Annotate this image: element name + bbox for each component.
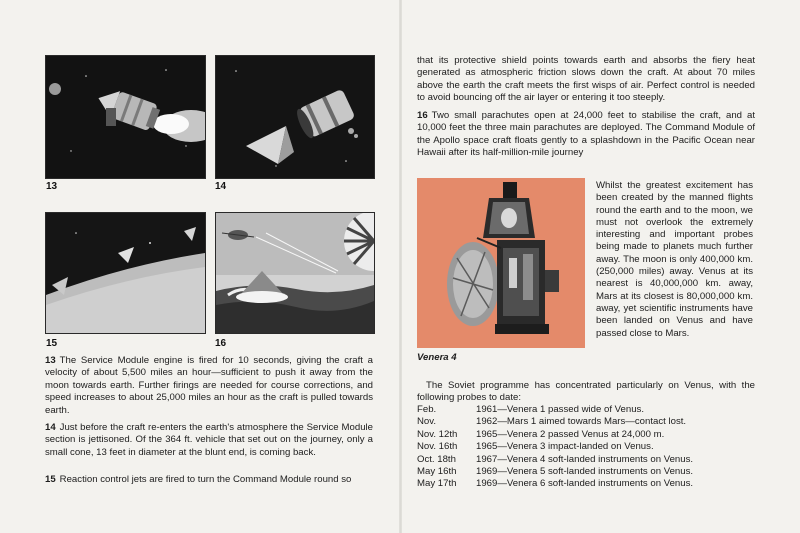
paragraph-16 — [417, 110, 755, 160]
paragraph-13 — [45, 355, 373, 417]
probe-date: Feb. — [417, 404, 437, 415]
table-row — [417, 429, 693, 441]
paragraph-14 — [45, 422, 373, 459]
soviet-probes-table — [417, 404, 693, 491]
table-row — [417, 441, 693, 453]
paragraph-15-text: Reaction control jets are fired to turn the Command Module round so — [59, 474, 352, 485]
paragraph-14-number: 14 — [45, 422, 56, 433]
paragraph-15-number: 15 — [45, 474, 56, 485]
probe-event: 1961—Venera 1 passed wide of Venus. — [476, 404, 645, 415]
probe-event: 1969—Venera 6 soft-landed instruments on Venus. — [476, 478, 694, 490]
soviet-programme-intro — [417, 380, 755, 405]
paragraph-15-continued-text: that its protective shield points towards earth and absorbs the fiery heat generated as atmospheric friction slows down the craft. At about 70 miles above the earth the craft meets the first wisps of air. Perfect control is needed to avoid bouncing off the air layer or entering it too steeply. — [417, 55, 755, 104]
probe-event: 1962—Mars 1 aimed towards Mars—contact lost. — [476, 416, 687, 428]
paragraph-15-continued — [417, 55, 755, 105]
probe-date: Nov. 12th — [417, 428, 458, 440]
table-row — [417, 416, 693, 428]
paragraph-13-number: 13 — [45, 355, 56, 366]
figure-number-13: 13 — [46, 181, 58, 192]
probe-date: Oct. 18th — [417, 453, 456, 465]
planetary-probes-text: Whilst the greatest excitement has been created by the manned flights round the earth and to the moon, we must not overlook the extremely interesting and important probes being made to planets much further away. The moon is only 400,000 km. (250,000 miles) away. Venus at its nearest is 40,000,000 km. away, Mars at its closest is 80,000,000 km. away, yet scientific instruments have been landed on Venus and have passed close to Mars. — [596, 180, 753, 339]
probe-event: 1965—Venera 3 impact-landed on Venus. — [476, 441, 654, 453]
page-gutter — [399, 0, 402, 533]
probe-date: May 17th — [417, 478, 457, 490]
paragraph-16-text: Two small parachutes open at 24,000 feet to stabilise the craft, and at 10,000 feet the three main parachutes are deployed. The Command Module of the Apollo space craft floats gently to a splashdown in the Pacific Ocean near Hawaii after its half-million-mile journey — [417, 110, 755, 159]
paragraph-15 — [45, 474, 375, 486]
paragraph-13-text: The Service Module engine is fired for 10 seconds, giving the craft a velocity of about 5,500 miles an hour—sufficient to push it away from the moon towards earth. Further firings are needed for course corrections, and speed increases to about 25,000 miles an hour as the craft is pulled towards earth. — [45, 355, 373, 416]
venera-4-caption: Venera 4 — [417, 352, 457, 363]
probe-event: 1967—Venera 4 soft-landed instruments on Venus. — [476, 453, 694, 465]
paragraph-14-text: Just before the craft re-enters the earth's atmosphere the Service Module section is jettisoned. Of the 364 ft. vehicle that set out on the journey, only a small cone, 13 feet in diameter at the blunt end, is coming back. — [45, 422, 373, 458]
photo-16-splashdown — [215, 212, 375, 334]
probe-date: Nov. 16th — [417, 441, 458, 453]
probe-date: Nov. — [417, 416, 437, 428]
table-row — [417, 404, 693, 416]
probe-event: 1969—Venera 5 soft-landed instruments on Venus. — [476, 466, 694, 478]
probe-event: 1965—Venera 2 passed Venus at 24,000 m. — [476, 428, 665, 440]
photo-15-reentry — [45, 212, 206, 334]
photo-13-service-module-burn — [45, 55, 206, 179]
photo-14-module-separation — [215, 55, 375, 179]
figure-number-14: 14 — [215, 181, 227, 192]
table-row — [417, 466, 693, 478]
figure-number-16: 16 — [215, 338, 227, 349]
table-row — [417, 454, 693, 466]
venera-4-photo — [417, 178, 585, 348]
paragraph-16-number: 16 — [417, 110, 428, 121]
probe-date: May 16th — [417, 466, 457, 478]
soviet-programme-intro-text: The Soviet programme has concentrated particularly on Venus, with the following probes to date: — [417, 380, 755, 404]
table-row — [417, 478, 693, 490]
figure-number-15: 15 — [46, 338, 58, 349]
